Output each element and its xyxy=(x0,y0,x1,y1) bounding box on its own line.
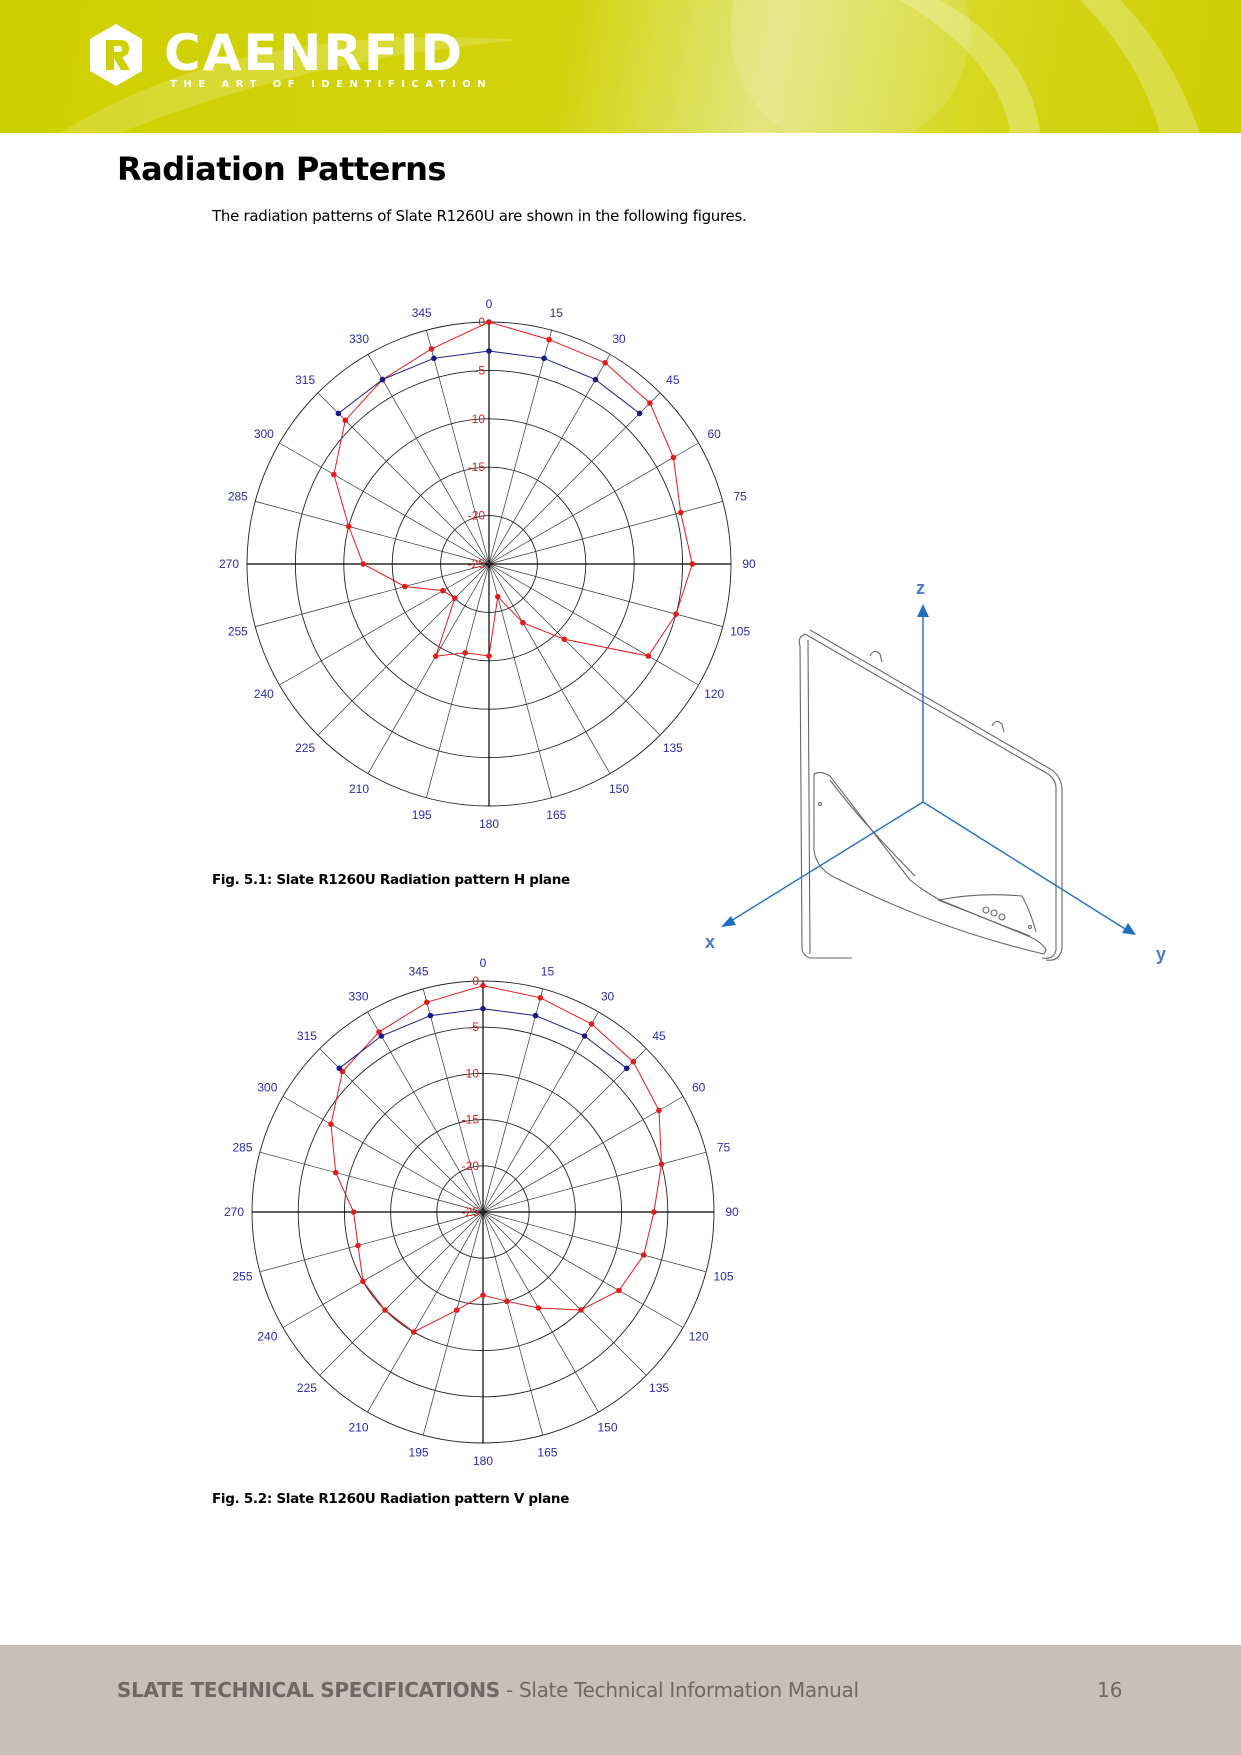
logo-wordmark: CAENRFID xyxy=(164,24,465,82)
grid-spoke xyxy=(489,564,699,685)
angle-tick-label: 0 xyxy=(485,297,493,311)
grid-spoke xyxy=(260,1152,483,1212)
radial-tick-label: -15 xyxy=(461,1112,479,1127)
angle-tick-label: 225 xyxy=(296,1381,317,1396)
grid-spoke xyxy=(489,501,723,564)
data-point xyxy=(578,1307,584,1313)
grid-spoke xyxy=(483,1049,646,1212)
angle-tick-label: 330 xyxy=(348,331,370,346)
angle-tick-label: 150 xyxy=(608,782,630,797)
grid-spoke xyxy=(483,1097,683,1213)
data-point xyxy=(533,1013,539,1019)
radial-tick-label: -25 xyxy=(461,1205,479,1219)
data-point xyxy=(382,1307,388,1313)
data-point xyxy=(480,1292,486,1298)
angle-tick-label: 150 xyxy=(597,1420,618,1435)
angle-tick-label: 165 xyxy=(546,808,567,823)
angle-tick-label: 135 xyxy=(649,1381,670,1396)
data-point xyxy=(402,584,408,590)
data-point xyxy=(651,1209,657,1215)
data-point xyxy=(659,1161,665,1167)
data-point xyxy=(541,356,547,362)
grid-spoke xyxy=(489,564,610,774)
angle-tick-label: 90 xyxy=(742,557,756,571)
angle-tick-label: 315 xyxy=(295,373,316,388)
angle-tick-label: 255 xyxy=(227,624,248,639)
h-plane-radiation-chart xyxy=(209,290,759,840)
data-point xyxy=(428,1013,434,1019)
angle-tick-label: 210 xyxy=(348,1420,369,1435)
angle-tick-label: 195 xyxy=(411,808,432,823)
angle-tick-label: 60 xyxy=(691,1080,706,1095)
data-point xyxy=(486,348,492,354)
radial-tick-label: -15 xyxy=(467,460,485,475)
angle-tick-label: 30 xyxy=(600,989,615,1004)
angle-tick-label: 90 xyxy=(725,1205,739,1219)
grid-spoke xyxy=(260,1212,483,1272)
radial-tick-label: -20 xyxy=(467,508,485,523)
angle-tick-label: 315 xyxy=(296,1028,317,1043)
data-point xyxy=(647,400,653,406)
grid-spoke xyxy=(489,564,723,627)
data-point xyxy=(624,1066,630,1072)
data-point xyxy=(593,377,599,383)
grid-spoke xyxy=(483,1012,599,1212)
data-point xyxy=(328,1121,334,1127)
data-point xyxy=(646,653,652,659)
angle-tick-label: 45 xyxy=(666,373,680,388)
angle-tick-label: 60 xyxy=(707,427,721,441)
grid-spoke xyxy=(318,564,489,735)
angle-tick-label: 0 xyxy=(479,956,487,970)
angle-tick-label: 300 xyxy=(257,1080,278,1095)
angle-tick-label: 120 xyxy=(704,687,725,701)
angle-tick-label: 270 xyxy=(223,1205,245,1219)
data-point xyxy=(480,983,486,989)
coordinate-axes xyxy=(721,604,1136,935)
intro-paragraph: The radiation patterns of Slate R1260U are shown in the following figures. xyxy=(212,207,747,225)
data-point xyxy=(486,319,492,325)
grid-spoke xyxy=(483,1212,706,1272)
angle-tick-label: 180 xyxy=(478,817,500,831)
data-point xyxy=(380,377,386,383)
angle-tick-label: 15 xyxy=(540,964,555,979)
v-plane-radiation-chart xyxy=(209,952,759,1502)
radial-tick-label: -10 xyxy=(467,411,485,426)
angle-tick-label: 345 xyxy=(408,964,429,979)
data-point xyxy=(440,588,446,594)
angle-tick-label: 45 xyxy=(652,1028,666,1043)
data-point xyxy=(462,650,468,656)
angle-tick-label: 240 xyxy=(257,1329,278,1344)
data-point xyxy=(337,1066,343,1072)
data-point xyxy=(589,1021,595,1027)
data-point xyxy=(333,1170,339,1176)
data-point xyxy=(678,510,684,516)
data-point xyxy=(637,411,643,417)
grid-spoke xyxy=(255,564,489,627)
data-point xyxy=(411,1329,417,1335)
data-point xyxy=(424,1000,430,1006)
footer-title xyxy=(117,1678,859,1702)
grid-spoke xyxy=(489,393,660,564)
footer-section: SLATE TECHNICAL SPECIFICATIONS xyxy=(117,1678,500,1702)
device-axes-illustration xyxy=(690,570,1190,970)
angle-tick-label: 300 xyxy=(253,427,274,441)
angle-tick-label: 345 xyxy=(411,305,432,320)
radial-tick-label: -25 xyxy=(467,557,485,571)
radial-tick-label: -10 xyxy=(461,1066,479,1081)
angle-tick-label: 165 xyxy=(537,1445,558,1460)
data-point xyxy=(536,1305,542,1311)
caenrfid-logo-icon xyxy=(86,22,146,88)
data-point xyxy=(641,1252,647,1258)
data-point xyxy=(431,356,437,362)
header-banner xyxy=(0,0,1241,133)
page-number: 16 xyxy=(1097,1678,1123,1702)
angle-tick-label: 330 xyxy=(348,989,369,1004)
polar-grid xyxy=(252,981,714,1443)
x-axis-label: x xyxy=(705,932,716,952)
grid-spoke xyxy=(320,1212,483,1375)
grid-spoke xyxy=(483,1212,646,1375)
data-point xyxy=(562,637,568,643)
radial-tick-label: -5 xyxy=(474,363,485,378)
figure-caption-h-plane: Fig. 5.1: Slate R1260U Radiation pattern H plane xyxy=(212,872,570,888)
grid-spoke xyxy=(368,564,489,774)
angle-tick-label: 75 xyxy=(716,1140,731,1155)
angle-tick-label: 135 xyxy=(662,740,683,755)
data-point xyxy=(433,653,439,659)
data-point xyxy=(336,411,342,417)
data-point xyxy=(429,346,435,352)
z-axis-label: z xyxy=(916,578,925,598)
grid-spoke xyxy=(489,443,699,564)
series-red xyxy=(328,983,664,1335)
data-point xyxy=(546,337,552,343)
data-point xyxy=(520,620,526,626)
grid-spoke xyxy=(483,989,543,1212)
grid-spoke xyxy=(426,564,489,798)
angle-tick-label: 285 xyxy=(232,1140,253,1155)
grid-spoke xyxy=(483,1212,543,1435)
page-title: Radiation Patterns xyxy=(117,150,446,188)
data-point xyxy=(343,418,349,424)
angle-tick-label: 285 xyxy=(227,489,248,504)
data-point xyxy=(346,524,352,530)
data-point xyxy=(538,995,544,1001)
data-point xyxy=(671,455,677,461)
data-point xyxy=(656,1108,662,1114)
data-point xyxy=(480,1006,486,1012)
data-point xyxy=(486,653,492,659)
data-point xyxy=(331,472,337,478)
grid-spoke xyxy=(489,564,660,735)
grid-spoke xyxy=(489,330,552,564)
grid-spoke xyxy=(283,1097,483,1213)
footer-separator: - xyxy=(499,1678,519,1702)
data-point xyxy=(582,1033,588,1039)
angle-tick-label: 120 xyxy=(688,1329,709,1344)
grid-spoke xyxy=(483,1152,706,1212)
angle-tick-label: 225 xyxy=(295,740,316,755)
grid-spoke xyxy=(279,564,489,685)
data-point xyxy=(495,594,501,600)
angle-tick-label: 75 xyxy=(733,489,747,504)
angle-tick-label: 270 xyxy=(218,557,240,571)
data-point xyxy=(690,561,696,567)
data-point xyxy=(379,1033,385,1039)
data-point xyxy=(360,561,366,567)
radial-tick-label: 0 xyxy=(472,974,479,988)
data-point xyxy=(355,1243,361,1249)
grid-spoke xyxy=(279,443,489,564)
data-point xyxy=(351,1209,357,1215)
data-point xyxy=(454,1307,460,1313)
data-point xyxy=(452,595,458,601)
data-point xyxy=(602,360,608,366)
angle-tick-label: 240 xyxy=(253,687,274,701)
footer-manual-title: Slate Technical Information Manual xyxy=(518,1678,859,1702)
grid-spoke xyxy=(423,1212,483,1435)
data-point xyxy=(631,1059,637,1065)
radial-tick-label: 0 xyxy=(478,315,485,329)
radial-tick-label: -20 xyxy=(461,1158,479,1173)
polar-grid xyxy=(247,322,731,806)
grid-spoke xyxy=(489,354,610,564)
angle-tick-label: 255 xyxy=(232,1269,253,1284)
angle-tick-label: 105 xyxy=(713,1269,734,1284)
angle-tick-label: 15 xyxy=(549,305,563,320)
data-point xyxy=(360,1279,366,1285)
angle-tick-label: 210 xyxy=(348,782,370,797)
angle-tick-label: 30 xyxy=(612,331,626,346)
angle-tick-label: 195 xyxy=(408,1445,429,1460)
data-point xyxy=(504,1299,510,1305)
angle-tick-label: 180 xyxy=(472,1454,494,1468)
slate-reader-drawing xyxy=(799,630,1062,960)
grid-spoke xyxy=(255,501,489,564)
data-point xyxy=(616,1288,622,1294)
series-red xyxy=(331,319,695,659)
figure-caption-v-plane: Fig. 5.2: Slate R1260U Radiation pattern V plane xyxy=(212,1491,570,1507)
logo-tagline: THE ART OF IDENTIFICATION xyxy=(170,79,493,90)
angle-tick-label: 105 xyxy=(730,624,751,639)
data-point xyxy=(673,611,679,617)
radial-tick-label: -5 xyxy=(468,1020,479,1035)
y-axis-label: y xyxy=(1156,944,1167,964)
